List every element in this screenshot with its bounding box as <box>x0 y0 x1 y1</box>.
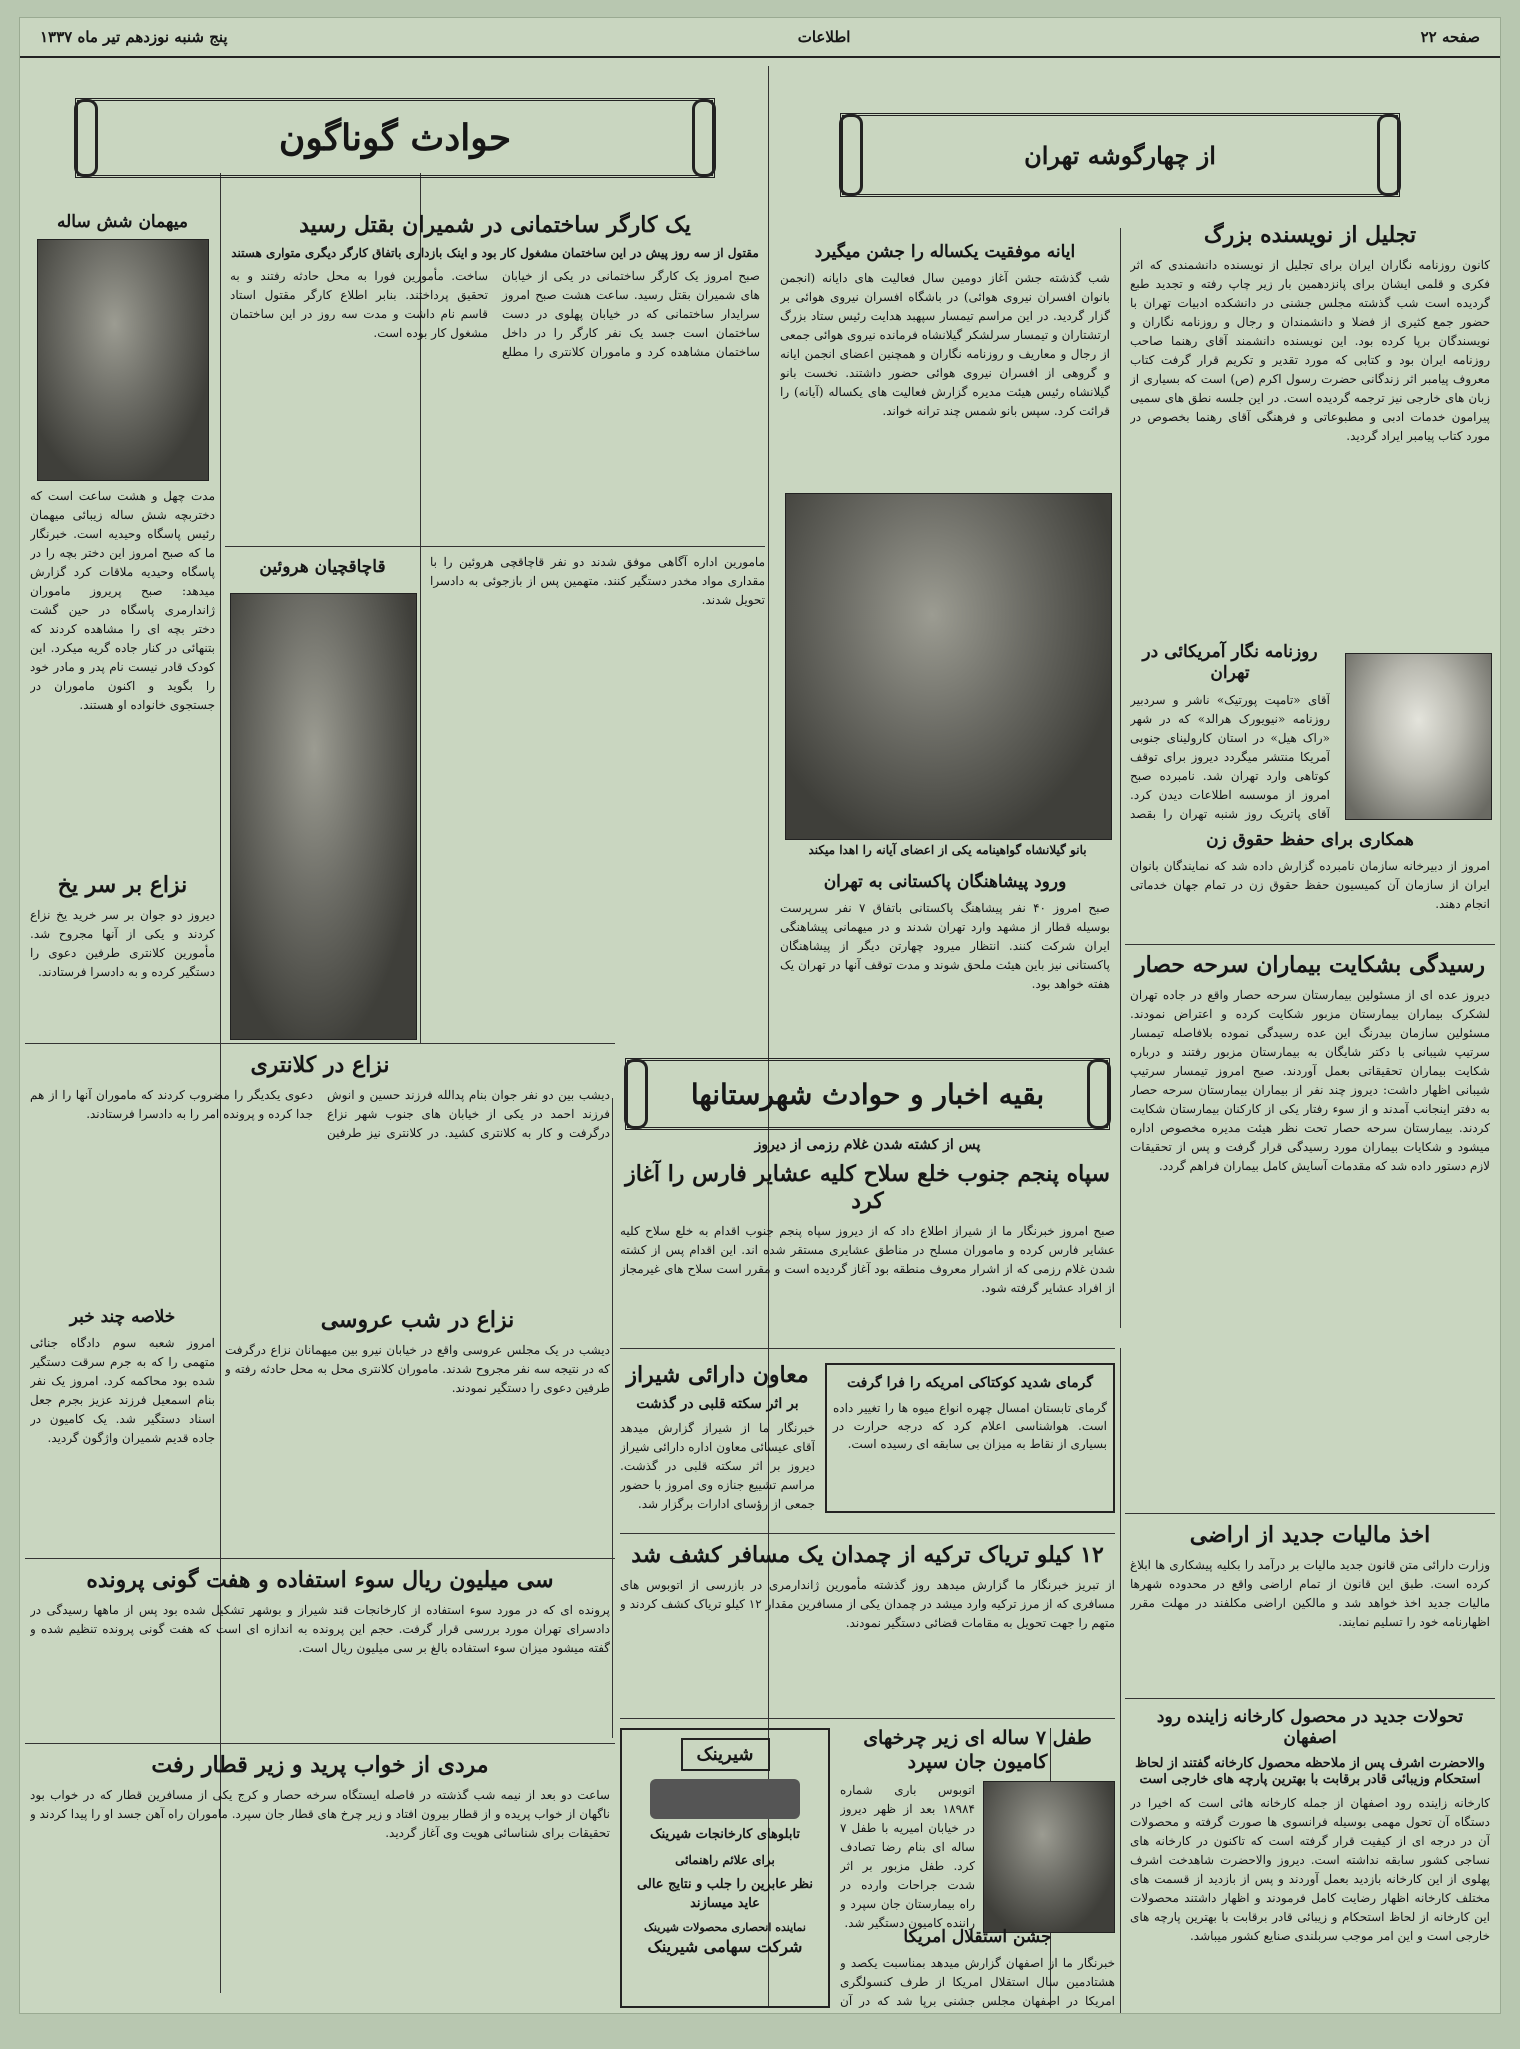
ad-brand: شیرینک <box>681 1738 770 1771</box>
headline: روزنامه نگار آمریکائی در تهران <box>1142 642 1318 684</box>
headline: سپاه پنجم جنوب خلع سلاح کلیه عشایر فارس را آغاز کرد <box>625 1160 1110 1214</box>
masthead <box>20 18 1500 58</box>
ad-line: نماینده انحصاری محصولات شیرینک <box>644 1920 806 1934</box>
headline: ایانه موفقیت یکساله را جشن میگیرد <box>814 242 1076 262</box>
article-body: اتوبوس باری شماره ۱۸۹۸۴ بعد از ظهر دیروز در خیابان امیریه با طفل ۷ ساله ای بنام رضا تصادف کرد. طفل مزبور بر اثر شدت جراحات وارده در راه بیمارستان جان سپرد و راننده کامیون دستگیر شد. <box>840 1782 975 1930</box>
article-body: دیروز دو جوان بر سر خرید یخ نزاع کردند و یکی از آنها مجروح شد. مأمورین کلانتری طرفین دعوی را دستگیر کرده و به دادسرا فرستادند. <box>30 907 215 979</box>
rule <box>1125 1513 1495 1514</box>
truck-graphic <box>650 1779 800 1819</box>
ad-line: تابلوهای کارخانجات شیرینک <box>649 1827 801 1843</box>
article-train <box>30 1748 610 2003</box>
rule <box>25 1743 615 1744</box>
article-shiraz-official <box>620 1358 815 1528</box>
ad-company: شرکت سهامی شیرینک <box>647 1937 803 1957</box>
headline: نزاع در شب عروسی <box>320 1307 515 1333</box>
section-banner-incidents-title: حوادث گوناگون <box>278 117 512 159</box>
rule <box>1125 1698 1495 1699</box>
headline: خلاصه چند خبر <box>69 1307 176 1327</box>
headline: گرمای شدید کوکتاکی امریکه را فرا گرفت <box>846 1375 1094 1391</box>
headline: جشن استقلال امریکا <box>903 1927 1052 1947</box>
article-honor-author <box>1130 218 1490 638</box>
subheadline: والاحضرت اشرف پس از ملاحظه محصول کارخانه گفتند از لحاظ استحکام وزیبائی قادر برقابت با بهترین پارچه های خارجی است <box>1135 1755 1485 1787</box>
article-zayandeh-rud <box>1130 1703 1490 2003</box>
article-body: دیروز عده ای از مسئولین بیمارستان سرحه حصار واقع در جاده تهران لشکرک بیماران بیمارستان مزبور شکایت کرده و اعتراض نمودند. مسئولین سازمان بیدرنگ این عده رسیدگی نموده بلافاصله تیمسار سرتیپ شیبانی با دکتر شایگان به بیمارستان مزبور رفتند و درباره شکایت بیماران تحقیقاتی بعمل آوردند. صبح امروز تیمسار سرتیپ شیبانی اظهار داشت: دیروز چند نفر از بیماران بیمارستان سرحه حصار به دفتر اینجانب آمدند و از سوء رفتار یکی از کارکنان بیمارستان شکایت کردند. بیمارستان سرحه حصار تحت نظر هیئت مدیره مخصوص اداره میشود و شکایات بیماران مورد رسیدگی قرار گرفت و پس از تحقیقات لازم دستور داده شد که مقدمات آسایش کامل بیماران فراهم گردد. <box>1130 987 1490 1173</box>
photo-heroin-smugglers <box>230 593 417 1040</box>
ad-line: نظر عابرین را جلب و نتایج عالی عاید میسازند <box>637 1876 813 1912</box>
photo-child <box>983 1781 1115 1933</box>
article-heroin <box>430 553 765 1033</box>
article-body: دیشب در یک مجلس عروسی واقع در خیابان نیرو بین میهمانان نزاع درگرفت که در نتیجه سه نفر مجروح شدند. ماموران کلانتری محل به محل حادثه رفته و طرفین دعوی را دستگیر نمودند. <box>225 1342 610 1395</box>
article-child-truck <box>840 1723 1115 1953</box>
rule <box>620 1718 1115 1719</box>
headline: ۱۲ کیلو تریاک ترکیه از چمدان یک مسافر کشف شد <box>631 1542 1104 1568</box>
section-banner-tehran <box>840 113 1400 197</box>
provinces-banner <box>625 1058 1110 1130</box>
rule <box>25 1558 615 1559</box>
article-body: از تبریز خبرنگار ما گزارش میدهد روز گذشته مأمورین ژاندارمری در بازرسی از اتوبوس های مسافری که از مرز ترکیه وارد میشد در چمدان یکی از مسافرین مقدار ۱۲ کیلو تریاک کشف کردند و متهم را جهت تحویل به مقامات قضائی دستگیر نمودند. <box>620 1577 1115 1630</box>
rule <box>1125 944 1495 945</box>
section-banner-tehran-title: از چهارگوشه تهران <box>1024 140 1216 170</box>
headline: یک کارگر ساختمانی در شمیران بقتل رسید <box>299 212 691 238</box>
article-body: امروز از دبیرخانه سازمان نامبرده گزارش داده شد که نمایندگان بانوان ایران از سازمان آن کمیسیون حفظ حقوق زن در تمام جهان خدماتی انجام دهند. <box>1130 859 1490 912</box>
headline: معاون دارائی شیراز <box>626 1362 809 1388</box>
headline: نزاع بر سر یخ <box>57 872 188 898</box>
headline: تجلیل از نویسنده بزرگ <box>1203 222 1417 248</box>
headline: تحولات جدید در محصول کارخانه زاینده رود اصفهان <box>1156 1707 1464 1749</box>
article-police-station-fight <box>30 1048 610 1298</box>
article-body: کارخانه زاینده رود اصفهان از جمله کارخانه هائی است که اخیرا در دستگاه آن تحول مهمی بوسیله فرانسوی ها صورت گرفته و محصولات آن در درجه ای از کیفیت قرار گرفته است که تاکنون در کارخانه های نساجی کشور سابقه نداشته است. دیروز والاحضرت شاهدخت اشرف پهلوی از این کارخانه بازدید بعمل آوردند و پس از بازدید از قسمت های مختلف کارخانه اظهار رضایت کامل فرمودند و اظهار داشتند محصولات این کارخانه از لحاظ استحکام و زیبائی قادر برقابت با بهترین پارچه های خارجی است و این امر موجب سربلندی صنایع کشور میباشد. <box>1130 1796 1490 1943</box>
section-banner-incidents <box>75 98 715 178</box>
article-worker-murder <box>230 208 760 543</box>
article-women-rights <box>1130 826 1490 941</box>
rule <box>25 1043 615 1044</box>
column-divider <box>1120 228 1121 1328</box>
article-fraud <box>30 1563 610 1738</box>
weather-box <box>825 1363 1115 1513</box>
article-body: صبح امروز یک کارگر ساختمانی در یکی از خیابان های شمیران بقتل رسید. ساعت هشت صبح امروز سرایدار ساختمانی که در خیابان پهلوی در دست ساختمان است جسد یک نفر کارگر را در داخل ساختمان مشاهده کرد و ماموران کلانتری را مطلع ساخت. مأمورین فورا به محل حادثه رفتند و به تحقیق پرداختند. بنابر اطلاع کارگر مقتول استاد قاسم نام داشت و مدت سه روز در این ساختمان مشغول کار بوده است. <box>230 268 760 359</box>
article-opium <box>620 1538 1115 1713</box>
article-body: شب گذشته جشن آغاز دومین سال فعالیت های دایانه (انجمن بانوان افسران نیروی هوائی) در باشگاه افسران نیروی هوائی بر گزار گردید. در این مراسم تیمسار سپهبد هدایت رئیس ستاد بزرگ ارتشتاران و تیمسار سرلشکر گیلانشاه فرمانده نیروی هوائی جمعی از رجال و معاریف و روزنامه نگاران و همچنین اعضای انجمن ایانه و گروهی از افسران نیروی هوائی حضور داشتند. نخست بانو گیلانشاه رئیس هیئت مدیره گزارش فعالیت های یکساله (آیانه) را قرائت کرد. سپس بانو شمس چند ترانه خواند. <box>780 271 1110 419</box>
headline: قاچاقچیان هروئین <box>259 557 386 577</box>
article-body: صبح امروز خبرنگار ما از شیراز اطلاع داد که از دیروز سپاه پنجم جنوب اقدام به خلع سلاح کلیه عشایر فارس کرده و ماموران مسلح در مناطق عشایری مستقر شده اند. این اقدام پس از کشته شدن غلام رزمی که از اشرار معروف منطقه بود آغاز گردیده است و مقرر است سلاح های غیرمجاز از افراد عشایر گرفته شود. <box>620 1223 1115 1295</box>
article-disarm-tribes <box>620 1133 1115 1343</box>
article-body: دیشب بین دو نفر جوان بنام پدالله فرزند حسین و انوش فرزند احمد در یکی از خیابان های جنوب شهر نزاع درگرفت و کار به کلانتری کشید. در کلانتری نیز طرفین دعوی یکدیگر را مضروب کردند که ماموران آنها را از هم جدا کرده و پرونده امر را به دادسرا فرستادند. <box>30 1087 610 1140</box>
article-american-journalist <box>1130 638 1330 823</box>
column-divider <box>612 1098 613 1738</box>
article-sarhe-hesar <box>1130 948 1490 1508</box>
article-body: پرونده ای که در مورد سوء استفاده از کارخانجات قند شیراز و بوشهر تشکیل شده بود پس از ماهها رسیدگی در دادسرای تهران مورد بررسی قرار گرفت. حجم این پرونده به اندازه ای است که هفت گونی پرونده تنظیم شده و گفته میشود میزان سوء استفاده بالغ بر سی میلیون ریال است. <box>30 1602 610 1655</box>
headline: سی میلیون ریال سوء استفاده و هفت گونی پرونده <box>86 1567 554 1593</box>
photo-girl <box>37 239 209 481</box>
photo-ayaneh-ceremony <box>785 493 1112 840</box>
provinces-banner-title: بقیه اخبار و حوادث شهرستانها <box>690 1077 1045 1111</box>
article-body: مامورین اداره آگاهی موفق شدند دو نفر قاچاقچی هروئین را با مقداری مواد مخدر دستگیر کنند. متهمین پس از بازجوئی به دادسرا تحویل شدند. <box>430 555 765 607</box>
article-land-tax <box>1130 1518 1490 1693</box>
ad-line: برای علائم راهنمائی <box>675 1852 775 1867</box>
subheadline: پس از کشته شدن غلام رزمی از دیروز <box>754 1137 981 1153</box>
headline: طفل ۷ ساله ای زیر چرخهای کامیون جان سپرد <box>863 1727 1092 1773</box>
column-divider <box>768 66 769 2006</box>
issue-date: پنج شنبه نوزدهم تیر ماه ۱۳۳۷ <box>40 28 228 46</box>
rule <box>620 1348 1115 1349</box>
article-body: صبح امروز ۴۰ نفر پیشاهنگ پاکستانی باتفاق ۷ نفر سرپرست بوسیله قطار از مشهد وارد تهران شدند و در میهمانی پیشاهنگی ایران شرکت کنند. انتظار میرود چهارتن دیگر از پیشاهنگان پاکستانی نیز باین هیئت ملحق شوند و مدت توقف آنها در تهران یک هفته خواهد بود. <box>780 901 1110 992</box>
photo-journalist <box>1345 653 1492 820</box>
article-body: خبرنگار ما از اصفهان گزارش میدهد بمناسبت یکصد و هشتادمین سال استقلال امریکا از طرف کنسولگری امریکا در اصفهان مجلس جشنی برپا شد که در آن <box>840 1956 1115 2008</box>
headline: میهمان شش ساله <box>56 212 189 232</box>
headline: نزاع در کلانتری <box>250 1052 390 1078</box>
article-six-year-guest <box>30 208 215 858</box>
paper-name: اطلاعات <box>797 28 851 46</box>
advertisement-shirink <box>620 1728 830 2008</box>
subheadline: مقتول از سه روز پیش در این ساختمان مشغول کار بود و اینک بازداری باتفاق کارگر دیگری متواری هستند <box>231 245 759 260</box>
column-divider <box>1120 1348 1121 2013</box>
article-body: خبرنگار ما از شیراز گزارش میدهد آقای عیسائی معاون اداره دارائی شیراز دیروز بر اثر سکته قلبی در گذشت. مراسم تشییع جنازه وی امروز با حضور جمعی از رؤسای ادارات برگزار شد. <box>620 1421 815 1511</box>
article-body: کانون روزنامه نگاران ایران برای تجلیل از نویسنده دانشمندی که اثر فکری و قلمی ایشان برای پانزدهمین بار زیر چاپ رفته و تجدید طبع گردیده است شب گذشته مجلس جشنی در دانشکده ادبیات تهران با حضور جمع کثیری از فضلا و دانشمندان و رجال و روزنامه نگاران و نویسندگان برپا کرده بود. این نویسنده دانشمند آقای رهنما صاحب روزنامه ایران بود و کتابی که مورد تقدیر و تکریم قرار گرفت کتاب معروف پیامبر اثر زندگانی حضرت رسول اکرم (ص) است که بسیاری از زبان های خارجی نیز ترجمه گردیده است. در این جلسه نطق های سمیی پیرامون خدمات ادبی و مطبوعاتی و فرهنگی آقای رهنما بخصوص در مورد کتاب پیامبر ایراد گردید. <box>1130 257 1490 443</box>
article-body: وزارت دارائی متن قانون جدید مالیات بر درآمد را بکلیه پیشکاری ها ابلاغ کرده است. طبق این قانون از تمام اراضی واقع در محدوده شهرها مالیات جدید اخذ خواهد شد و مالکین اراضی مکلفند در مهلت مقرر اظهارنامه خود را تسلیم نمایند. <box>1130 1557 1490 1629</box>
photo-caption: بانو گیلانشاه گواهینامه یکی از اعضای آیانه را اهدا میکند <box>808 843 1087 857</box>
headline: مردی از خواب پرید و زیر قطار رفت <box>151 1752 489 1778</box>
rule <box>225 546 765 547</box>
article-summary <box>30 1303 215 1553</box>
subheadline: بر اثر سکته قلبی در گذشت <box>636 1395 799 1412</box>
article-body: گرمای تابستان امسال چهره انواع میوه ها را تغییر داده است. هواشناسی اعلام کرد که درجه حرارت در بسیاری از نقاط به میزان بی سابقه ای رسیده است. <box>833 1400 1107 1451</box>
article-us-independence <box>840 1923 1115 2008</box>
article-ayaneh <box>780 238 1110 488</box>
rule <box>620 1533 1115 1534</box>
headline: رسیدگی بشکایت بیماران سرحه حصار <box>1134 952 1486 978</box>
headline: ورود پیشاهنگان پاکستانی به تهران <box>823 872 1067 892</box>
newspaper-page <box>20 18 1500 2013</box>
headline: همکاری برای حفظ حقوق زن <box>1206 830 1414 850</box>
article-body: آقای «تامپت پورتیک» ناشر و سردبیر روزنامه «نیویورک هرالد» که در شهر «راک هیل» در استان کارولینای جنوبی آمریکا منتشر میگردد دیروز برای توقف کوتاهی وارد تهران شد. نامبرده صبح امروز از موسسه اطلاعات دیدن کرد. آقای پاتریک روز شنبه تهران را بقصد <box>1130 692 1330 821</box>
article-body: امروز شعبه سوم دادگاه جنائی متهمی را که به جرم سرقت دستگیر شده بود محاکمه کرد. امروز یک نفر بنام اسمعیل فرزند عزیز بجرم جعل اسناد دستگیر شد. یک کامیون در جاده قدیم شمیران واژگون گردید. <box>30 1336 215 1446</box>
article-wedding-fight <box>225 1303 610 1553</box>
page-number: صفحه ۲۲ <box>1420 28 1480 46</box>
headline: اخذ مالیات جدید از اراضی <box>1189 1522 1431 1548</box>
article-body: ساعت دو بعد از نیمه شب گذشته در فاصله ایستگاه سرخه حصار و کرج یکی از مسافرین قطار که در خواب بود ناگهان از خواب پریده و از قطار بیرون افتاد و زیر چرخ های قطار جان سپرد. ماموران راه آهن جسد او را پیدا کردند و تحقیقات برای شناسائی هویت وی آغاز گردید. <box>30 1787 610 1840</box>
article-body: مدت چهل و هشت ساعت است که دختربچه شش ساله زیبائی میهمان رئیس پاسگاه وحیدیه است. خبرنگار ما که صبح امروز این دختر بچه را در پاسگاه وحیدیه ملاقات کرد گزارش میدهد: صبح پریروز ماموران ژاندارمری پاسگاه در حین گشت دختر بچه ای را مشاهده کردند که بتنهائی در کنار جاده گریه میکرد. این کودک قادر نیست نام پدر و مادر خود را بگوید و اکنون ماموران در جستجوی خانواده او هستند. <box>30 489 215 713</box>
article-pakistani-scouts <box>780 868 1110 1063</box>
